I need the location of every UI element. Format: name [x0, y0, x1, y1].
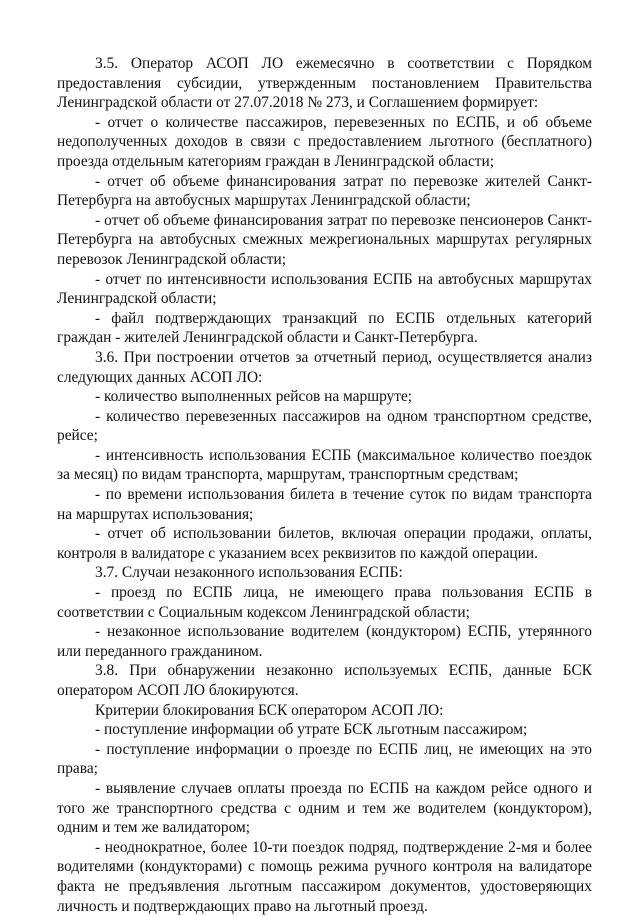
list-item: - незаконное использование водителем (кондуктором) ЕСПБ, утерянного или переданного гражданином.: [57, 623, 592, 660]
list-item: - отчет о количестве пассажиров, перевезенных по ЕСПБ, и об объеме недополученных доходов в связи с предоставлением льготного (бесплатного) проезда отдельным категориям граждан в Ленинградской области;: [57, 113, 592, 170]
list-item: - интенсивность использования ЕСПБ (максимальное количество поездок за месяц) по видам транспорта, маршрутам, транспортным средствам;: [57, 446, 592, 484]
list-item: - количество перевезенных пассажиров на одном транспортном средстве, рейсе;: [57, 407, 592, 445]
paragraph-3-8: 3.8. При обнаружении незаконно используемых ЕСПБ, данные БСК оператором АСОП ЛО блокируются.: [57, 662, 592, 699]
paragraph-3-5: 3.5. Оператор АСОП ЛО ежемесячно в соответствии с Порядком предоставления субсидии, утвержденным постановлением Правительства Ленинградской области от 27.07.2018 № 273, и Соглашением формирует:: [57, 55, 592, 112]
criteria-heading: Критерии блокирования БСК оператором АСОП ЛО:: [95, 701, 444, 719]
list-item: - отчет об объеме финансирования затрат по перевозке пенсионеров Санкт-Петербурга на автобусных смежных межрегиональных маршрутах регулярных перевозок Ленинградской области;: [57, 211, 592, 268]
list-item: - отчет об использовании билетов, включая операции продажи, оплаты, контроля в валидаторе с указанием всех реквизитов по каждой операции.: [57, 525, 592, 562]
list-item: - количество выполненных рейсов на маршруте;: [95, 388, 413, 406]
list-item: - неоднократное, более 10-ти поездок подряд, подтверждение 2-мя и более водителями (кондукторами) с помощь режима ручного контроля на валидаторе факта не предъявления льготным пассажиром документов, удостоверяющих личность и подтверждающих право на льготный проезд.: [57, 838, 592, 915]
paragraph-3-6: 3.6. При построении отчетов за отчетный период, осуществляется анализ следующих данных АСОП ЛО:: [57, 348, 592, 386]
list-item: - отчет об объеме финансирования затрат по перевозке жителей Санкт-Петербурга на автобусных маршрутах Ленинградской области;: [57, 172, 592, 210]
list-item: - выявление случаев оплаты проезда по ЕСПБ на каждом рейсе одного и того же транспортного средства с одним и тем же водителем (кондуктором), одним и тем же валидатором;: [57, 779, 592, 837]
list-item: - поступление информации об утрате БСК льготным пассажиром;: [95, 721, 528, 739]
list-item: - отчет по интенсивности использования ЕСПБ на автобусных маршрутах Ленинградской области;: [57, 270, 592, 308]
paragraph-3-7: 3.7. Случаи незаконного использования ЕСПБ:: [95, 564, 403, 582]
list-item: - файл подтверждающих транзакций по ЕСПБ отдельных категорий граждан - жителей Ленинградской области и Санкт-Петербурга.: [57, 309, 592, 347]
list-item: - по времени использования билета в течение суток по видам транспорта на маршрутах использования;: [57, 486, 592, 523]
list-item: - проезд по ЕСПБ лица, не имеющего права пользования ЕСПБ в соответствии с Социальным кодексом Ленинградской области;: [57, 584, 592, 621]
list-item: - поступление информации о проезде по ЕСПБ лиц, не имеющих на это права;: [57, 740, 592, 778]
